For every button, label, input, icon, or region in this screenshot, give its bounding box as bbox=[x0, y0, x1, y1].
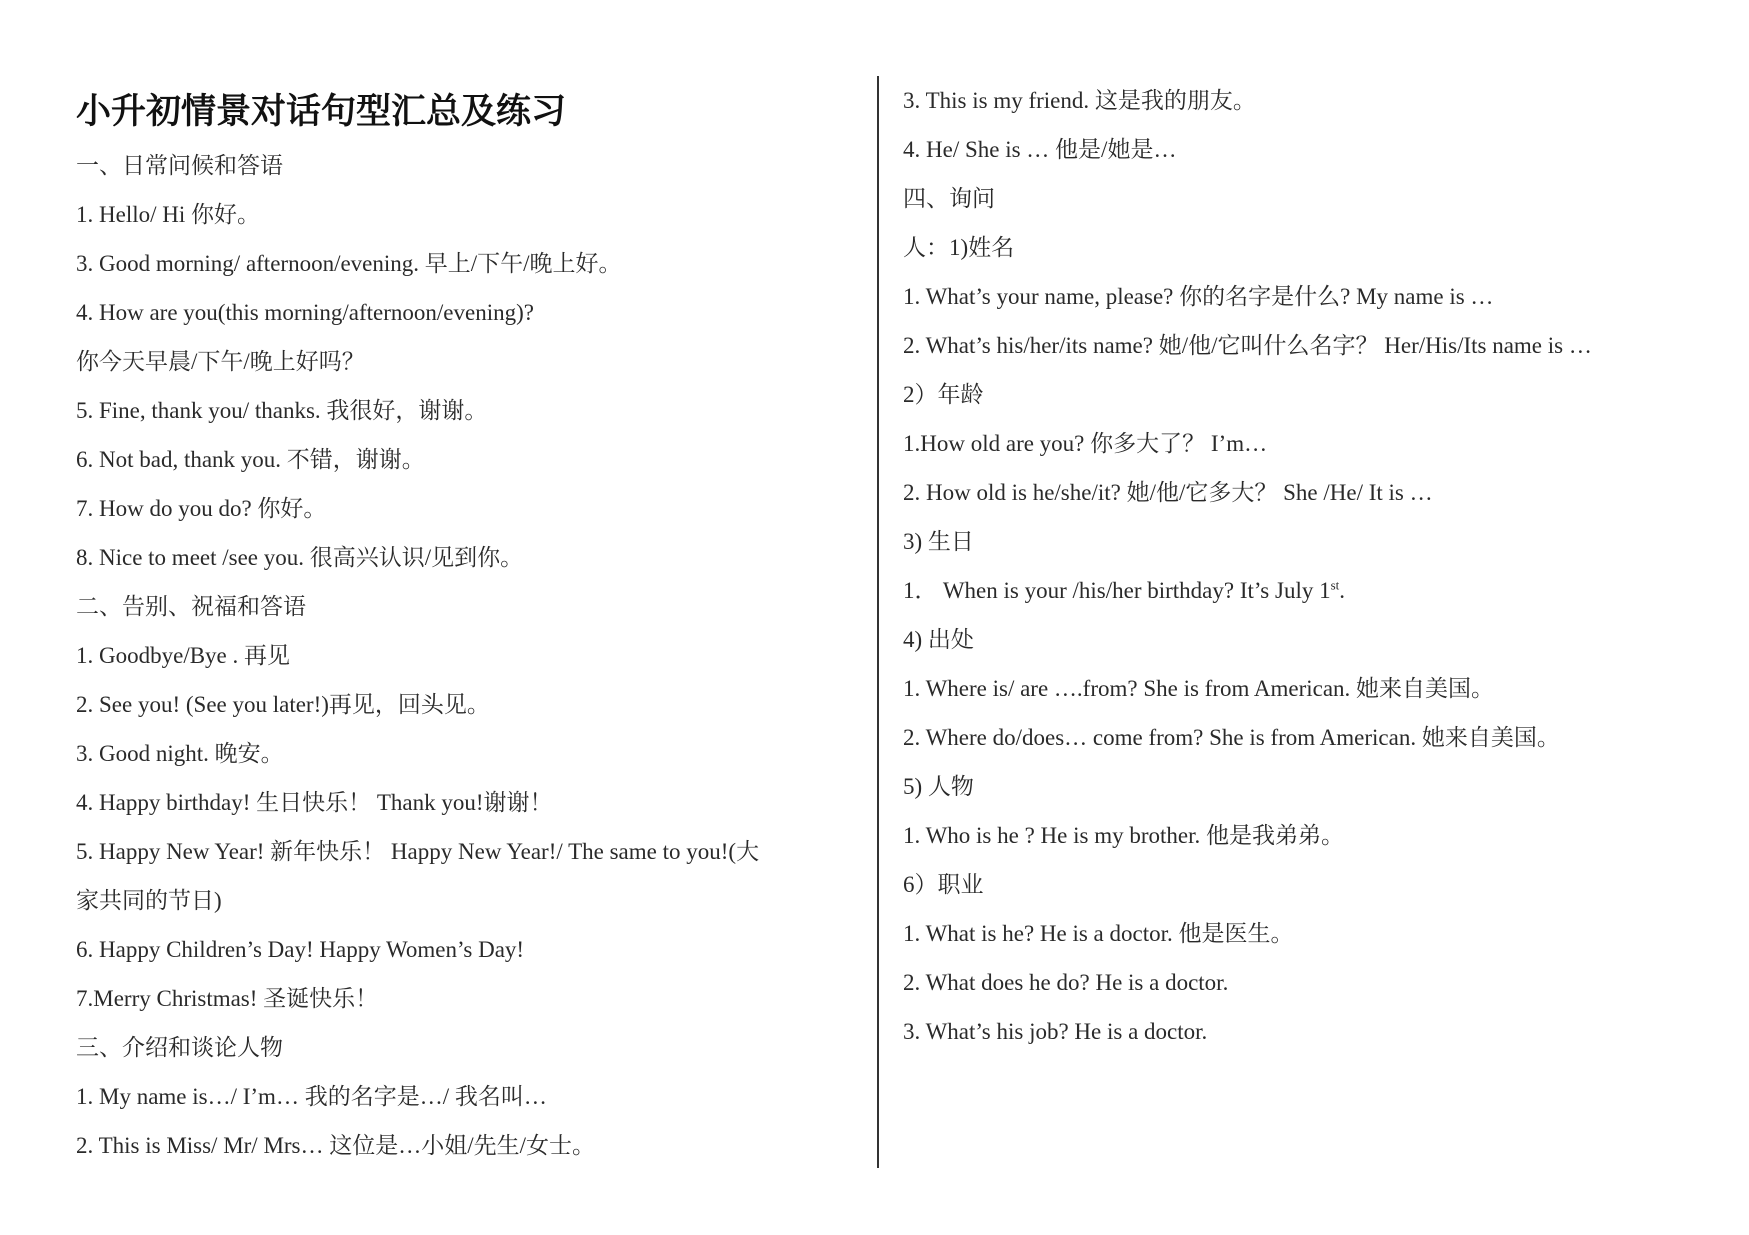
list-item: 1. Hello/ Hi 你好。 bbox=[76, 202, 260, 227]
list-item: 1. My name is…/ I’m… 我的名字是…/ 我名叫… bbox=[76, 1084, 547, 1109]
list-item: 1. What’s your name, please? 你的名字是什么? My name is … bbox=[903, 284, 1494, 309]
subheading-name: 人：1)姓名 bbox=[903, 235, 1015, 260]
list-item: 5. Happy New Year! 新年快乐！ Happy New Year!/ The same to you!(大 bbox=[76, 839, 760, 864]
list-item: 2. This is Miss/ Mr/ Mrs… 这位是…小姐/先生/女士。 bbox=[76, 1133, 596, 1158]
document-title: 小升初情景对话句型汇总及练习 bbox=[76, 92, 567, 132]
list-item bbox=[903, 576, 1345, 606]
list-item: 3. This is my friend. 这是我的朋友。 bbox=[903, 88, 1256, 113]
column-divider bbox=[877, 76, 879, 1168]
list-item: 2. Where do/does… come from? She is from American. 她来自美国。 bbox=[903, 725, 1560, 750]
list-item: 3. What’s his job? He is a doctor. bbox=[903, 1019, 1208, 1044]
section-heading-inquiries: 四、询问 bbox=[903, 186, 995, 211]
list-item: 2. What does he do? He is a doctor. bbox=[903, 970, 1229, 995]
list-item: 6. Happy Children’s Day! Happy Women’s Day! bbox=[76, 937, 525, 962]
subheading-origin: 4) 出处 bbox=[903, 627, 974, 652]
section-heading-greetings: 一、日常问候和答语 bbox=[76, 153, 283, 178]
section-heading-introductions: 三、介绍和谈论人物 bbox=[76, 1035, 283, 1060]
list-item: 2. What’s his/her/its name? 她/他/它叫什么名字？ Her/His/Its name is … bbox=[903, 333, 1592, 358]
subheading-occupation: 6）职业 bbox=[903, 872, 984, 897]
list-item: 1. Where is/ are ….from? She is from American. 她来自美国。 bbox=[903, 676, 1495, 701]
list-item: 3. Good night. 晚安。 bbox=[76, 741, 284, 766]
list-item: 6. Not bad, thank you. 不错，谢谢。 bbox=[76, 447, 425, 472]
subheading-age: 2）年龄 bbox=[903, 382, 984, 407]
list-item: 8. Nice to meet /see you. 很高兴认识/见到你。 bbox=[76, 545, 524, 570]
list-item: 1. Who is he ? He is my brother. 他是我弟弟。 bbox=[903, 823, 1344, 848]
ordinal-suffix: st bbox=[1330, 577, 1340, 593]
list-item: 4. He/ She is … 他是/她是… bbox=[903, 137, 1177, 162]
list-item-end: . bbox=[1339, 578, 1345, 603]
subheading-birthday: 3) 生日 bbox=[903, 529, 974, 554]
list-item: 7. How do you do? 你好。 bbox=[76, 496, 327, 521]
list-item-continuation: 你今天早晨/下午/晚上好吗？ bbox=[76, 349, 365, 374]
list-item: 4. How are you(this morning/afternoon/evening)? bbox=[76, 300, 534, 325]
list-item: 7.Merry Christmas! 圣诞快乐！ bbox=[76, 986, 379, 1011]
list-item: 4. Happy birthday! 生日快乐！ Thank you!谢谢！ bbox=[76, 790, 553, 815]
subheading-person: 5) 人物 bbox=[903, 774, 974, 799]
section-heading-farewells: 二、告别、祝福和答语 bbox=[76, 594, 306, 619]
list-item: 2. How old is he/she/it? 她/他/它多大？ She /He/ It is … bbox=[903, 480, 1433, 505]
list-item: 2. See you! (See you later!)再见，回头见。 bbox=[76, 692, 490, 717]
list-item-continuation: 家共同的节日) bbox=[76, 888, 222, 913]
list-item: 1. Goodbye/Bye . 再见 bbox=[76, 643, 291, 668]
list-item: 1. What is he? He is a doctor. 他是医生。 bbox=[903, 921, 1294, 946]
list-item: 3. Good morning/ afternoon/evening. 早上/下午/晚上好。 bbox=[76, 251, 622, 276]
list-item: 5. Fine, thank you/ thanks. 我很好，谢谢。 bbox=[76, 398, 488, 423]
list-item: 1.How old are you? 你多大了？ I’m… bbox=[903, 431, 1268, 456]
list-item-text: 1． When is your /his/her birthday? It’s July 1 bbox=[903, 578, 1331, 603]
